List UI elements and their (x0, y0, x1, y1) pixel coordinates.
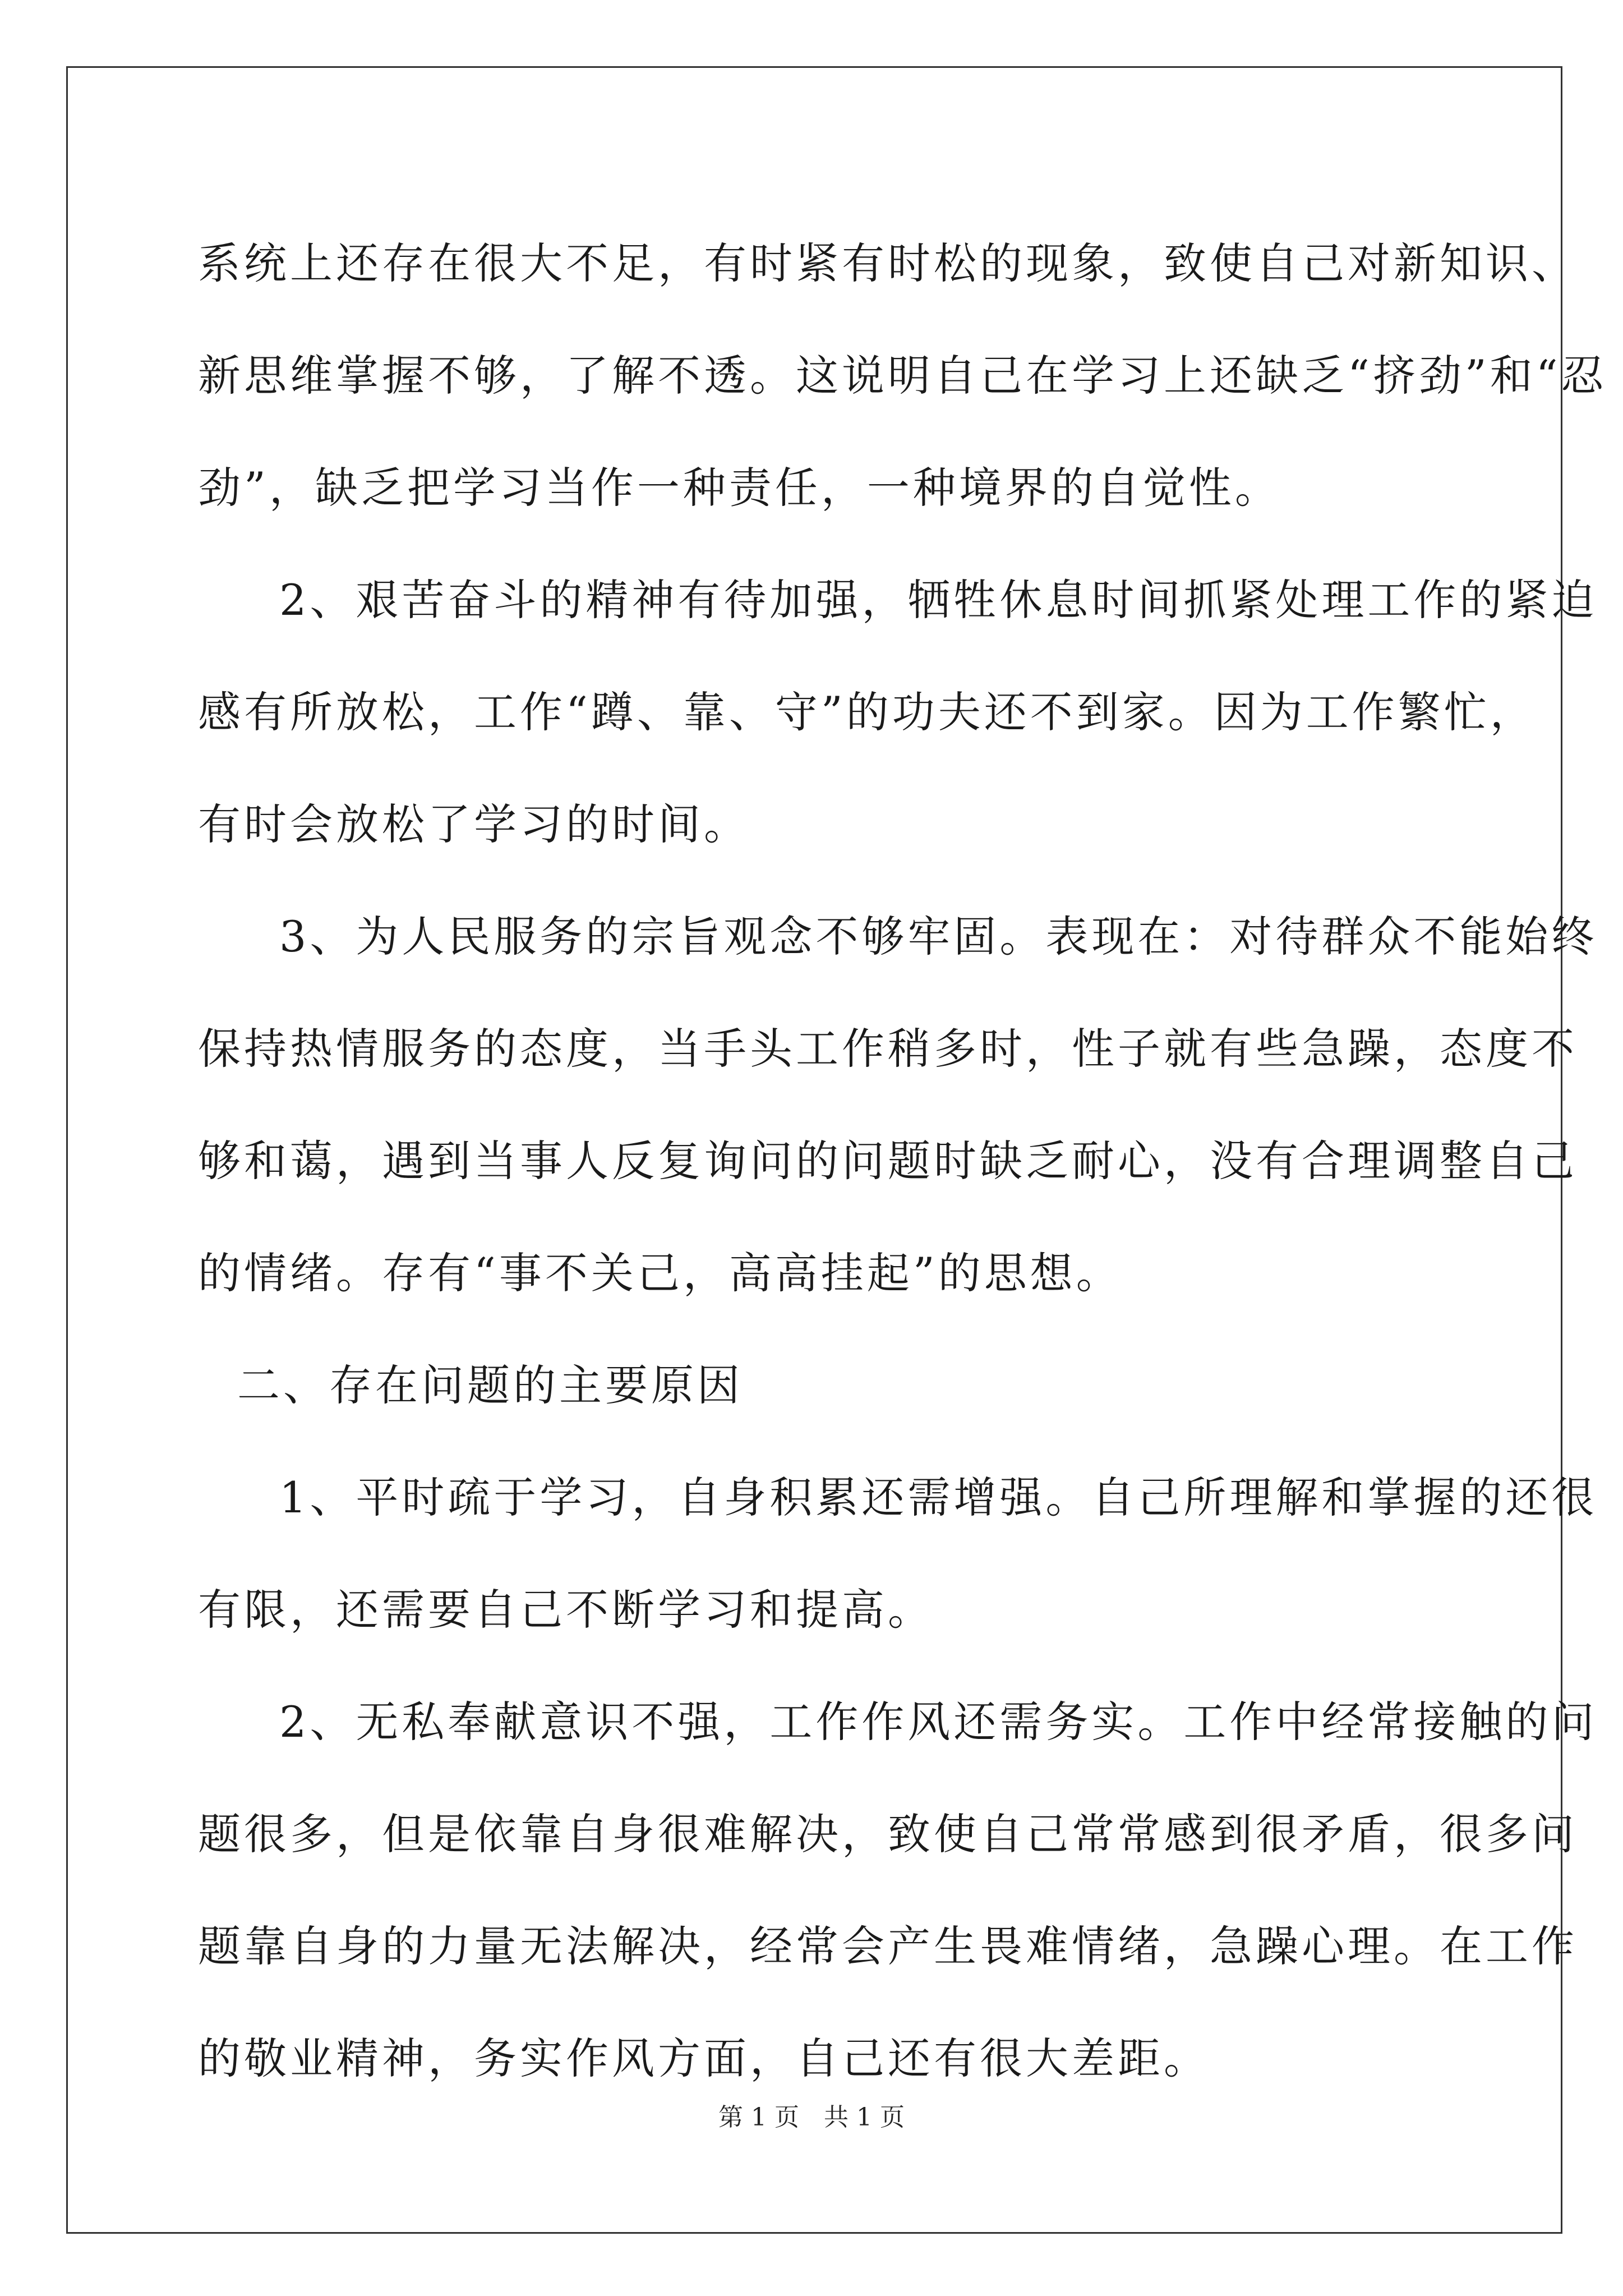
text-line: 感有所放松，工作“蹲、靠、守”的功夫还不到家。因为工作繁忙， (198, 687, 1536, 737)
section-heading: 二、存在问题的主要原因 (237, 1360, 743, 1410)
text-line: 新思维掌握不够，了解不透。这说明自己在学习上还缺乏“挤劲”和“忍 (198, 351, 1607, 401)
text-line: 的敬业精神，务实作风方面，自己还有很大差距。 (198, 2033, 1210, 2083)
paragraph-start-line: 2、艰苦奋斗的精神有待加强，牺牲休息时间抓紧处理工作的紧迫 (279, 575, 1598, 625)
paragraph-start-line: 1、平时疏于学习，自身积累还需增强。自己所理解和掌握的还很 (279, 1473, 1598, 1522)
document-body (198, 208, 1607, 2115)
paragraph-start-line: 3、为人民服务的宗旨观念不够牢固。表现在：对待群众不能始终 (279, 912, 1598, 961)
text-line: 够和蔼，遇到当事人反复询问的问题时缺乏耐心，没有合理调整自己 (198, 1136, 1578, 1186)
text-line: 的情绪。存有“事不关己，高高挂起”的思想。 (198, 1248, 1122, 1298)
text-line: 有限，还需要自己不断学习和提高。 (198, 1585, 934, 1635)
text-line: 保持热情服务的态度，当手头工作稍多时，性子就有些急躁，态度不 (198, 1024, 1578, 1074)
text-line: 有时会放松了学习的时间。 (198, 799, 750, 849)
paragraph-start-line: 2、无私奉献意识不强，工作作风还需务实。工作中经常接触的问 (279, 1697, 1598, 1747)
text-line: 系统上还存在很大不足，有时紧有时松的现象，致使自己对新知识、 (198, 238, 1578, 288)
text-line: 题很多，但是依靠自身很难解决，致使自己常常感到很矛盾，很多问 (198, 1809, 1578, 1859)
text-line: 题靠自身的力量无法解决，经常会产生畏难情绪，急躁心理。在工作 (198, 1921, 1578, 1971)
page-number-footer: 第 1 页 共 1 页 (718, 2103, 905, 2132)
text-line: 劲”，缺乏把学习当作一种责任，一种境界的自觉性。 (198, 463, 1281, 513)
